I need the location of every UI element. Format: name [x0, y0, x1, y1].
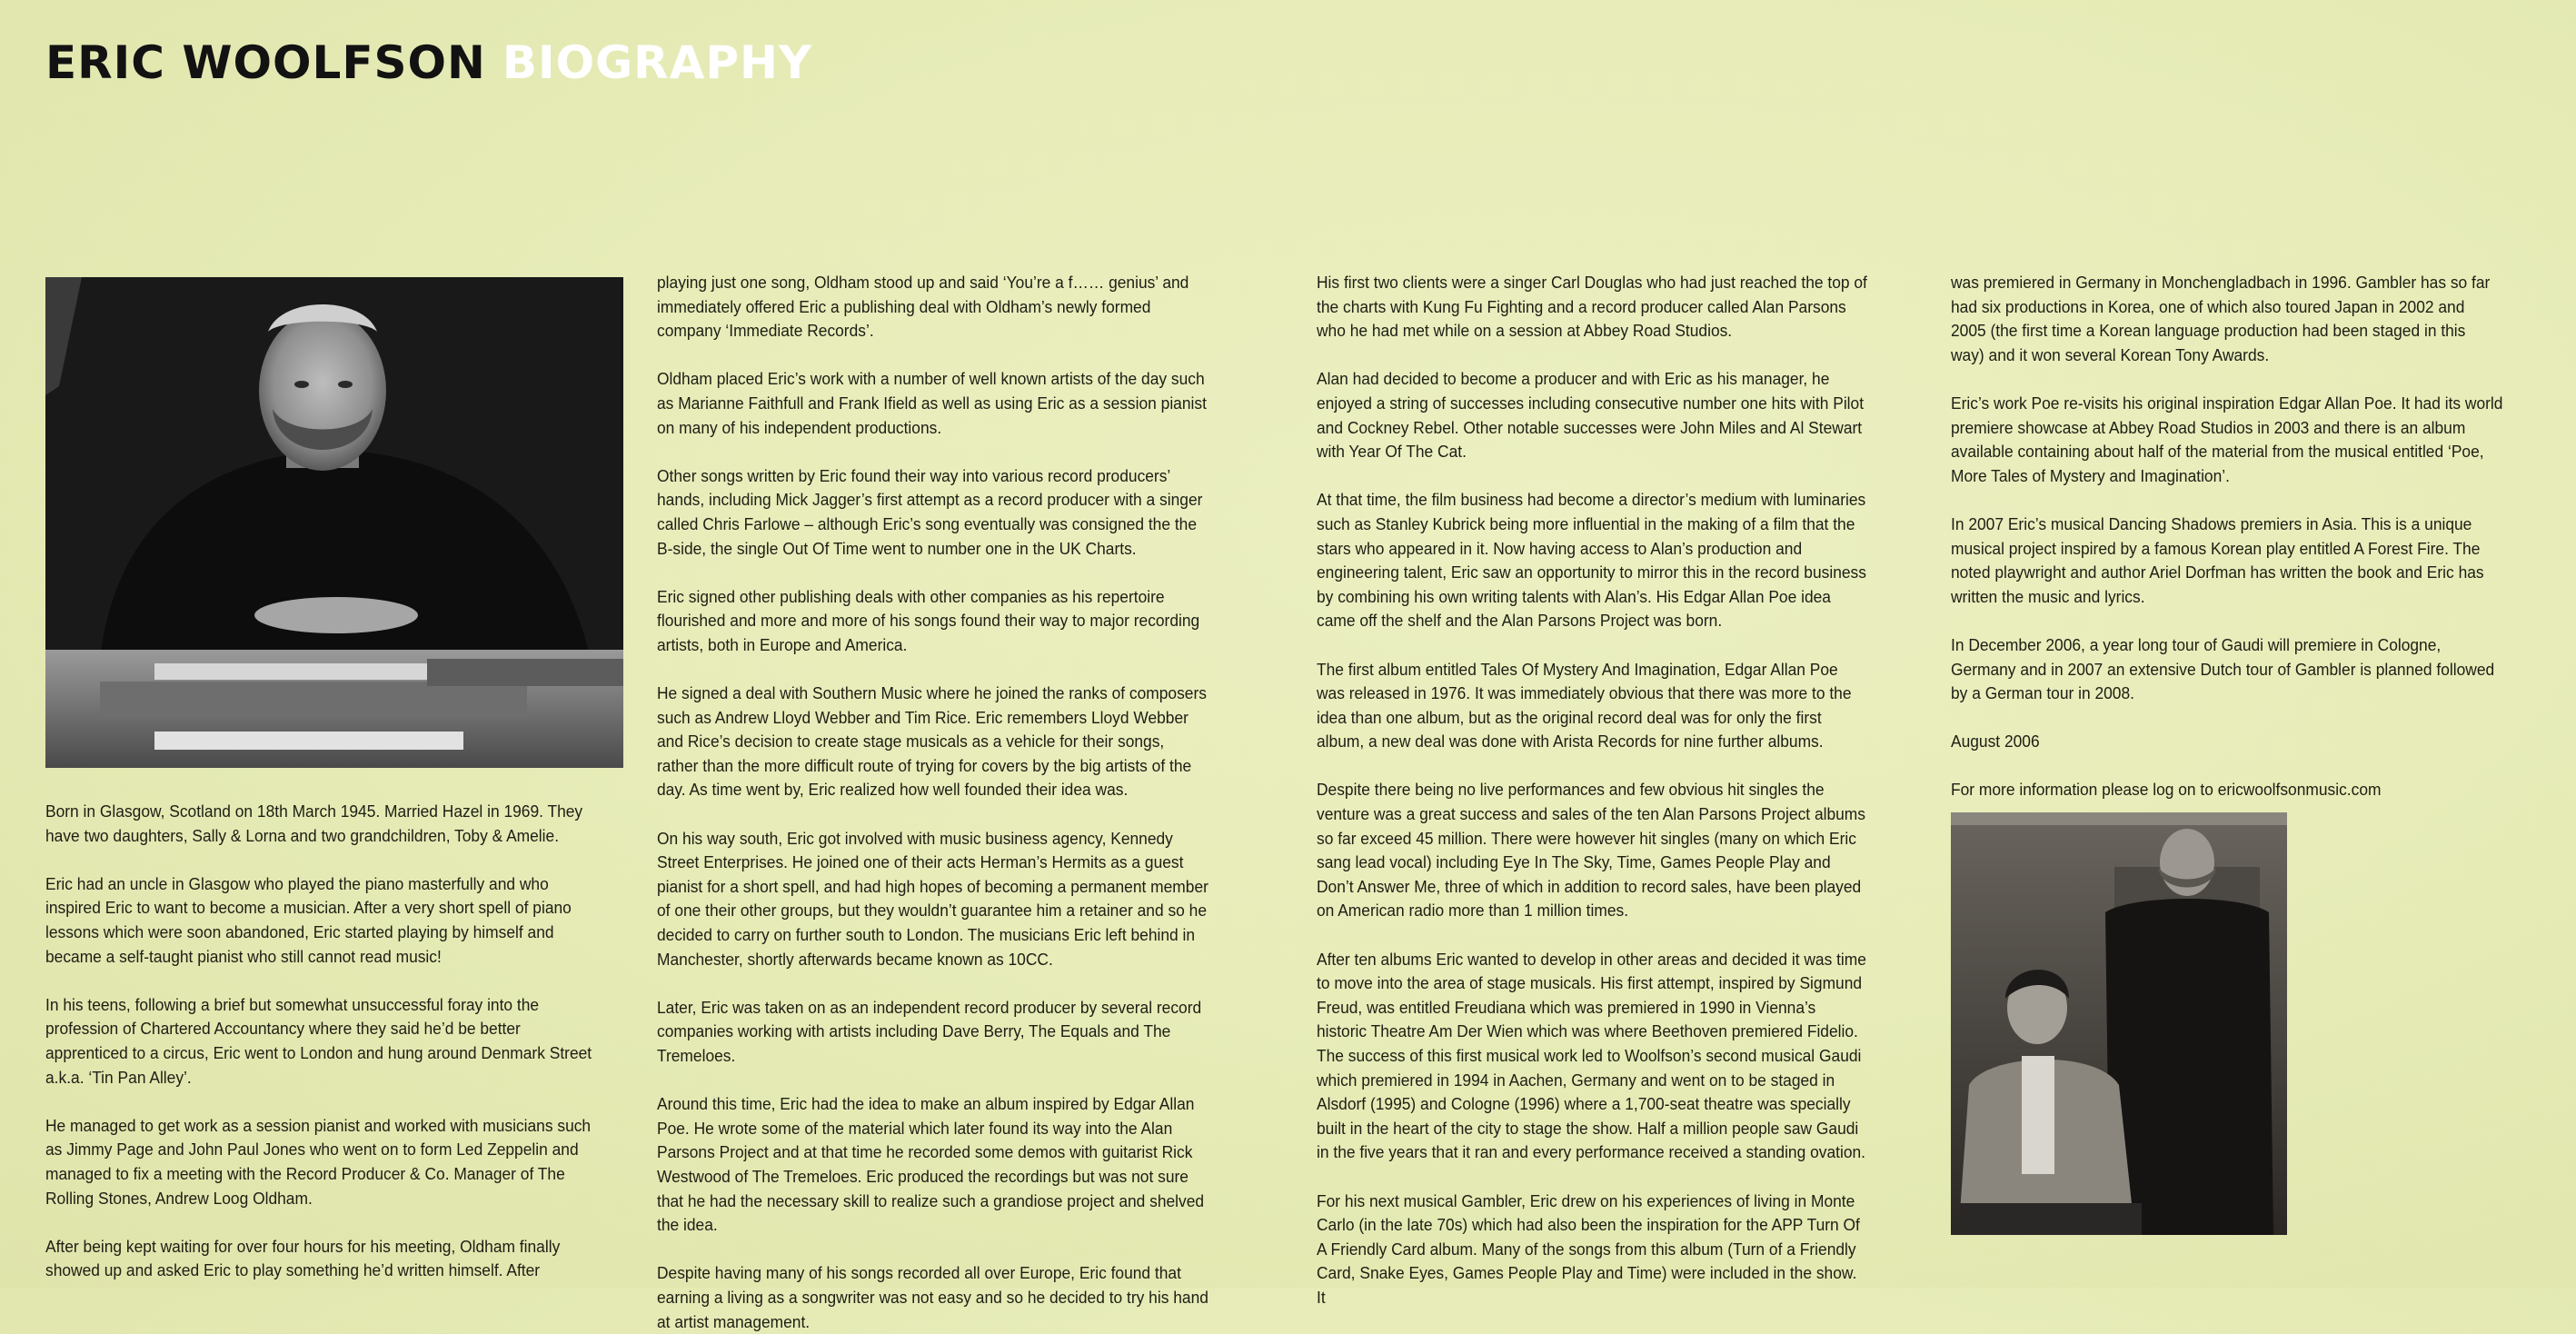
- paragraph: was premiered in Germany in Monchengladbach in 1996. Gambler has so far had six productions in Korea, one of which also toured Japan in 2002 and 2005 (the first time a Korean language production had been staged in this way) and it won several Korean Tony Awards.: [1951, 273, 2491, 364]
- paragraph: After being kept waiting for over four hours for his meeting, Oldham finally showed up and asked Eric to play something he’d written himself. After: [45, 1236, 561, 1280]
- paragraph: On his way south, Eric got involved with music business agency, Kennedy Street Enterprises. He joined one of their acts Herman’s Hermits as a guest pianist for a short spell, and had high hopes of becoming a permanent member of one their other groups, but they wouldn’t guarantee him a retainer and so he decided to carry on further south to London. The musicians Eric left behind in Manchester, shortly afterwards became known as 10CC.: [657, 828, 1208, 969]
- portrait-photo-image: [45, 277, 623, 768]
- website-line: For more information please log on to ericwoolfsonmusic.com: [1951, 780, 2382, 800]
- paragraph: Born in Glasgow, Scotland on 18th March 1945. Married Hazel in 1969. They have two daughters, Sally & Lorna and two grandchildren, Toby & Amelie.: [45, 801, 583, 845]
- title-section: BIOGRAPHY: [502, 36, 813, 89]
- portrait-photo: [45, 277, 623, 768]
- paragraph: Eric signed other publishing deals with other companies as his repertoire flourished and more and more of his songs found their way to major recording artists, both in Europe and America.: [657, 586, 1200, 654]
- paragraph: In December 2006, a year long tour of Gaudi will premiere in Cologne, Germany and in 2007 an extensive Dutch tour of Gambler is planned followed by a German tour in 2008.: [1951, 634, 2495, 703]
- paragraph: At that time, the film business had become a director’s medium with luminaries such as Stanley Kubrick being more influential in the making of a film that the stars who appeared in it. Now having access to Alan’s production and engineering talent, Eric saw an opportunity to mirror this in the record business by combining his own writing talents with Alan’s. His Edgar Allan Poe idea came off the shelf and the Alan Parsons Project was born.: [1317, 490, 1866, 631]
- paragraph: For his next musical Gambler, Eric drew on his experiences of living in Monte Carlo (in the late 70s) which had also been the inspiration for the APP Turn Of A Friendly Card album. Many of the songs from this album (Turn of a Friendly Card, Snake Eyes, Games People Play and Time) were included in the show. It: [1317, 1190, 1860, 1307]
- paragraph: Other songs written by Eric found their way into various record producers’ hands, including Mick Jagger’s first attempt as a record producer with a singer called Chris Farlowe – although Eric’s song eventually was consigned the the B-side, the single Out Of Time went to number one in the UK Charts.: [657, 465, 1203, 558]
- title-name: ERIC WOOLFSON: [45, 36, 486, 89]
- paragraph: He managed to get work as a session pianist and worked with musicians such as Jimmy Page and John Paul Jones who went on to form Led Zeppelin and managed to fix a meeting with the Record Producer & Co. Manager of The Rolling Stones, Andrew Loog Oldham.: [45, 1115, 592, 1208]
- text-column-4: [1951, 271, 2503, 802]
- paragraph: Despite there being no live performances and few obvious hit singles the venture was a great success and sales of the ten Alan Parsons Project albums so far exceed 45 million. There were however hit singles (many on which Eric sang lead vocal) including Eye In The Sky, Time, Games People Play and Don’t Answer Me, three of which in addition to record sales, have been played on American radio more than 1 million times.: [1317, 780, 1865, 921]
- paragraph: In 2007 Eric’s musical Dancing Shadows premiers in Asia. This is a unique musical project inspired by a famous Korean play entitled A Forest Fire. The noted playwright and author Ariel Dorfman has written the book and Eric has written the music and lyrics.: [1951, 513, 2484, 606]
- text-column-2: [657, 271, 1209, 1334]
- studio-photo-image: [1951, 812, 2287, 1235]
- paragraph: Eric had an uncle in Glasgow who played the piano masterfully and who inspired Eric to want to become a musician. After a very short spell of piano lessons which were soon abandoned, Eric started playing by himself and became a self-taught pianist who still cannot read music!: [45, 873, 572, 966]
- paragraph: His first two clients were a singer Carl Douglas who had just reached the top of the charts with Kung Fu Fighting and a record producer called Alan Parsons who he had met while on a session at Abbey Road Studios.: [1317, 273, 1867, 341]
- paragraph: Around this time, Eric had the idea to make an album inspired by Edgar Allan Poe. He wrote some of the material which later found its way into the Alan Parsons Project and at that time he recorded some demos with guitarist Rick Westwood of The Tremeloes. Eric produced the recordings but was not sure that he had the necessary skill to realize such a grandiose project and shelved the idea.: [657, 1094, 1205, 1235]
- paragraph: Alan had decided to become a producer and with Eric as his manager, he enjoyed a string of successes including consecutive number one hits with Pilot and Cockney Rebel. Other notable successes were John Miles and Al Stewart with Year Of The Cat.: [1317, 369, 1865, 462]
- date-line: August 2006: [1951, 732, 2040, 752]
- paragraph: The first album entitled Tales Of Mystery And Imagination, Edgar Allan Poe was released in 1976. It was immediately obvious that there was more to the idea than one album, but as the original record deal was for only the first album, a new deal was done with Arista Records for nine further albums.: [1317, 659, 1852, 752]
- page-title: [45, 36, 813, 89]
- paragraph: He signed a deal with Southern Music where he joined the ranks of composers such as Andrew Lloyd Webber and Tim Rice. Eric remembers Lloyd Webber and Rice’s decision to create stage musicals as a vehicle for their songs, rather than the more difficult route of trying for covers by the big artists of the day. As time went by, Eric realized how well founded their idea was.: [657, 683, 1207, 800]
- paragraph: Despite having many of his songs recorded all over Europe, Eric found that earning a living as a songwriter was not easy and so he decided to try his hand at artist management.: [657, 1263, 1208, 1331]
- paragraph: Later, Eric was taken on as an independent record producer by several record companies working with artists including Dave Berry, The Equals and The Tremeloes.: [657, 997, 1202, 1065]
- studio-photo: [1951, 812, 2287, 1235]
- paragraph: Eric’s work Poe re-visits his original inspiration Edgar Allan Poe. It had its world premiere showcase at Abbey Road Studios in 2003 and there is an album available containing about half of the material from the musical entitled ‘Poe, More Tales of Mystery and Imagination’.: [1951, 393, 2503, 485]
- paragraph: In his teens, following a brief but somewhat unsuccessful foray into the profession of Chartered Accountancy where they said he’d be better apprenticed to a circus, Eric went to London and hung around Denmark Street a.k.a. ‘Tin Pan Alley’.: [45, 994, 592, 1087]
- paragraph: Oldham placed Eric’s work with a number of well known artists of the day such as Marianne Faithfull and Frank Ifield as well as using Eric as a session pianist on many of his independent productions.: [657, 369, 1207, 437]
- paragraph: playing just one song, Oldham stood up and said ‘You’re a f…… genius’ and immediately offered Eric a publishing deal with Oldham’s newly formed company ‘Immediate Records’.: [657, 273, 1189, 341]
- text-column-1: [45, 800, 598, 1283]
- text-column-3: [1317, 271, 1869, 1310]
- paragraph: After ten albums Eric wanted to develop in other areas and decided it was time to move into the area of stage musicals. His first attempt, inspired by Sigmund Freud, was entitled Freudiana which was premiered in 1990 in Vienna’s historic Theatre Am Der Wien which was where Beethoven premiered Fidelio. The success of this first musical work led to Woolfson’s second musical Gaudi which premiered in 1994 in Aachen, Germany and went on to be staged in Alsdorf (1995) and Cologne (1996) where a 1,700-seat theatre was specially built in the heart of the city to stage the show. Half a million people saw Gaudi in the five years that it ran and every performance received a standing ovation.: [1317, 949, 1866, 1162]
